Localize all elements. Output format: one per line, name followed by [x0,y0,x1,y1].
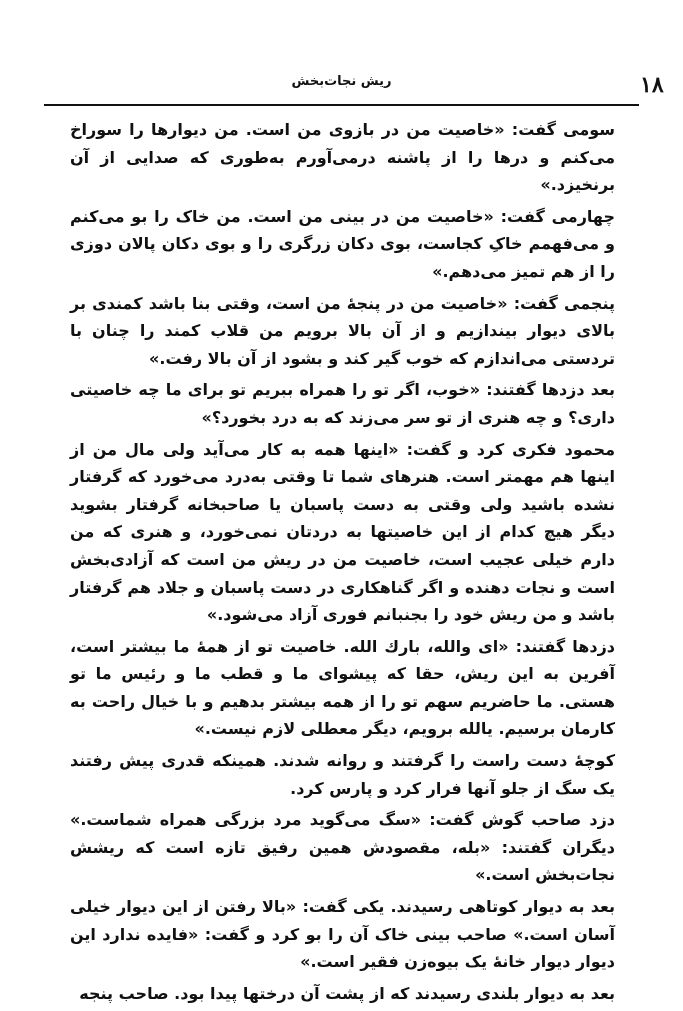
paragraph: سومی گفت: «خاصیت من در بازوی من است. من دیوارها را سوراخ می‌کنم و درها را از پاشنه درمی‌آورم به‌طوری که صدایی از آن برنخیزد.» [70,120,615,195]
paragraph: دزدها گفتند: «ای والله، بارك الله. خاصیت تو از همهٔ ما بیشتر است، آفرین به این ریش، حقا که پیشوای ما و قطب ما و رئیس ما تو هستی. ما حاضریم سهم تو را از همه بیشتر بدهیم و با خیال راحت به کارمان برسیم. یالله برویم، دیگر معطلی لازم نیست.» [70,636,615,739]
header-rule [44,104,639,106]
paragraph: بعد به دیوار کوتاهی رسیدند. یکی گفت: «بالا رفتن از این دیوار خیلی آسان است.» صاحب بینی خاک آن را بو کرد و گفت: «فایده ندارد این دیوار دیوار خانهٔ یک بیوه‌زن فقیر است.» [70,897,615,972]
paragraph: کوچهٔ دست راست را گرفتند و روانه شدند. همینکه قدری پیش رفتند یک سگ از جلو آنها فرار کرد و پارس کرد. [70,751,615,798]
paragraph: پنجمی گفت: «خاصیت من در پنجهٔ من است، وقتی بنا باشد کمندی بر بالای دیوار بیندازیم و از آن بالا برویم من قلاب کمند را چنان با تردستی می‌اندازم که خوب گیر کند و بشود از آن بالا رفت.» [70,293,615,368]
paragraph: دزد صاحب گوش گفت: «سگ می‌گوید مرد بزرگی همراه شماست.» دیگران گفتند: «بله، مقصودش همین رفیق تازه است که ریشش نجات‌بخش است.» [70,810,615,885]
paragraph: چهارمی گفت: «خاصیت من در بینی من است. من خاک را بو می‌کنم و می‌فهمم خاکِ کجاست، بوی دکان زرگری را و بوی دکان پالان دوزی را از هم تمیز می‌دهم.» [70,206,615,281]
paragraph: بعد دزدها گفتند: «خوب، اگر تو را همراه ببریم تو برای ما چه خاصیتی داری؟ و چه هنری از تو سر می‌زند که به درد بخورد؟» [70,380,615,427]
running-title: ریش نجات‌بخش [291,74,392,89]
paragraph: بعد به دیوار بلندی رسیدند که از پشت آن درختها پیدا بود. صاحب پنجه [79,983,615,1003]
page-number: ۱۸ [640,72,664,98]
page-header [28,66,664,100]
page-body [70,116,615,1011]
paragraph: محمود فکری کرد و گفت: «اینها همه به کار می‌آید ولی مال من از اینها هم مهمتر است. هنرهای شما تا وقتی به‌درد می‌خورد که گرفتار نشده باشید ولی وقتی به دست پاسبان یا صاحبخانه گرفتار بشوید دیگر هیچ کدام از این خاصیتها به دردتان نمی‌خورد، و هنری که من دارم خیلی عجیب است، خاصیت من در ریش من است که آزادی‌بخش است و نجات دهنده و اگر گناهکاری در دست پاسبان و جلاد هم گرفتار باشد و من ریش خود را بجنبانم فوری آزاد می‌شود.» [70,439,615,625]
